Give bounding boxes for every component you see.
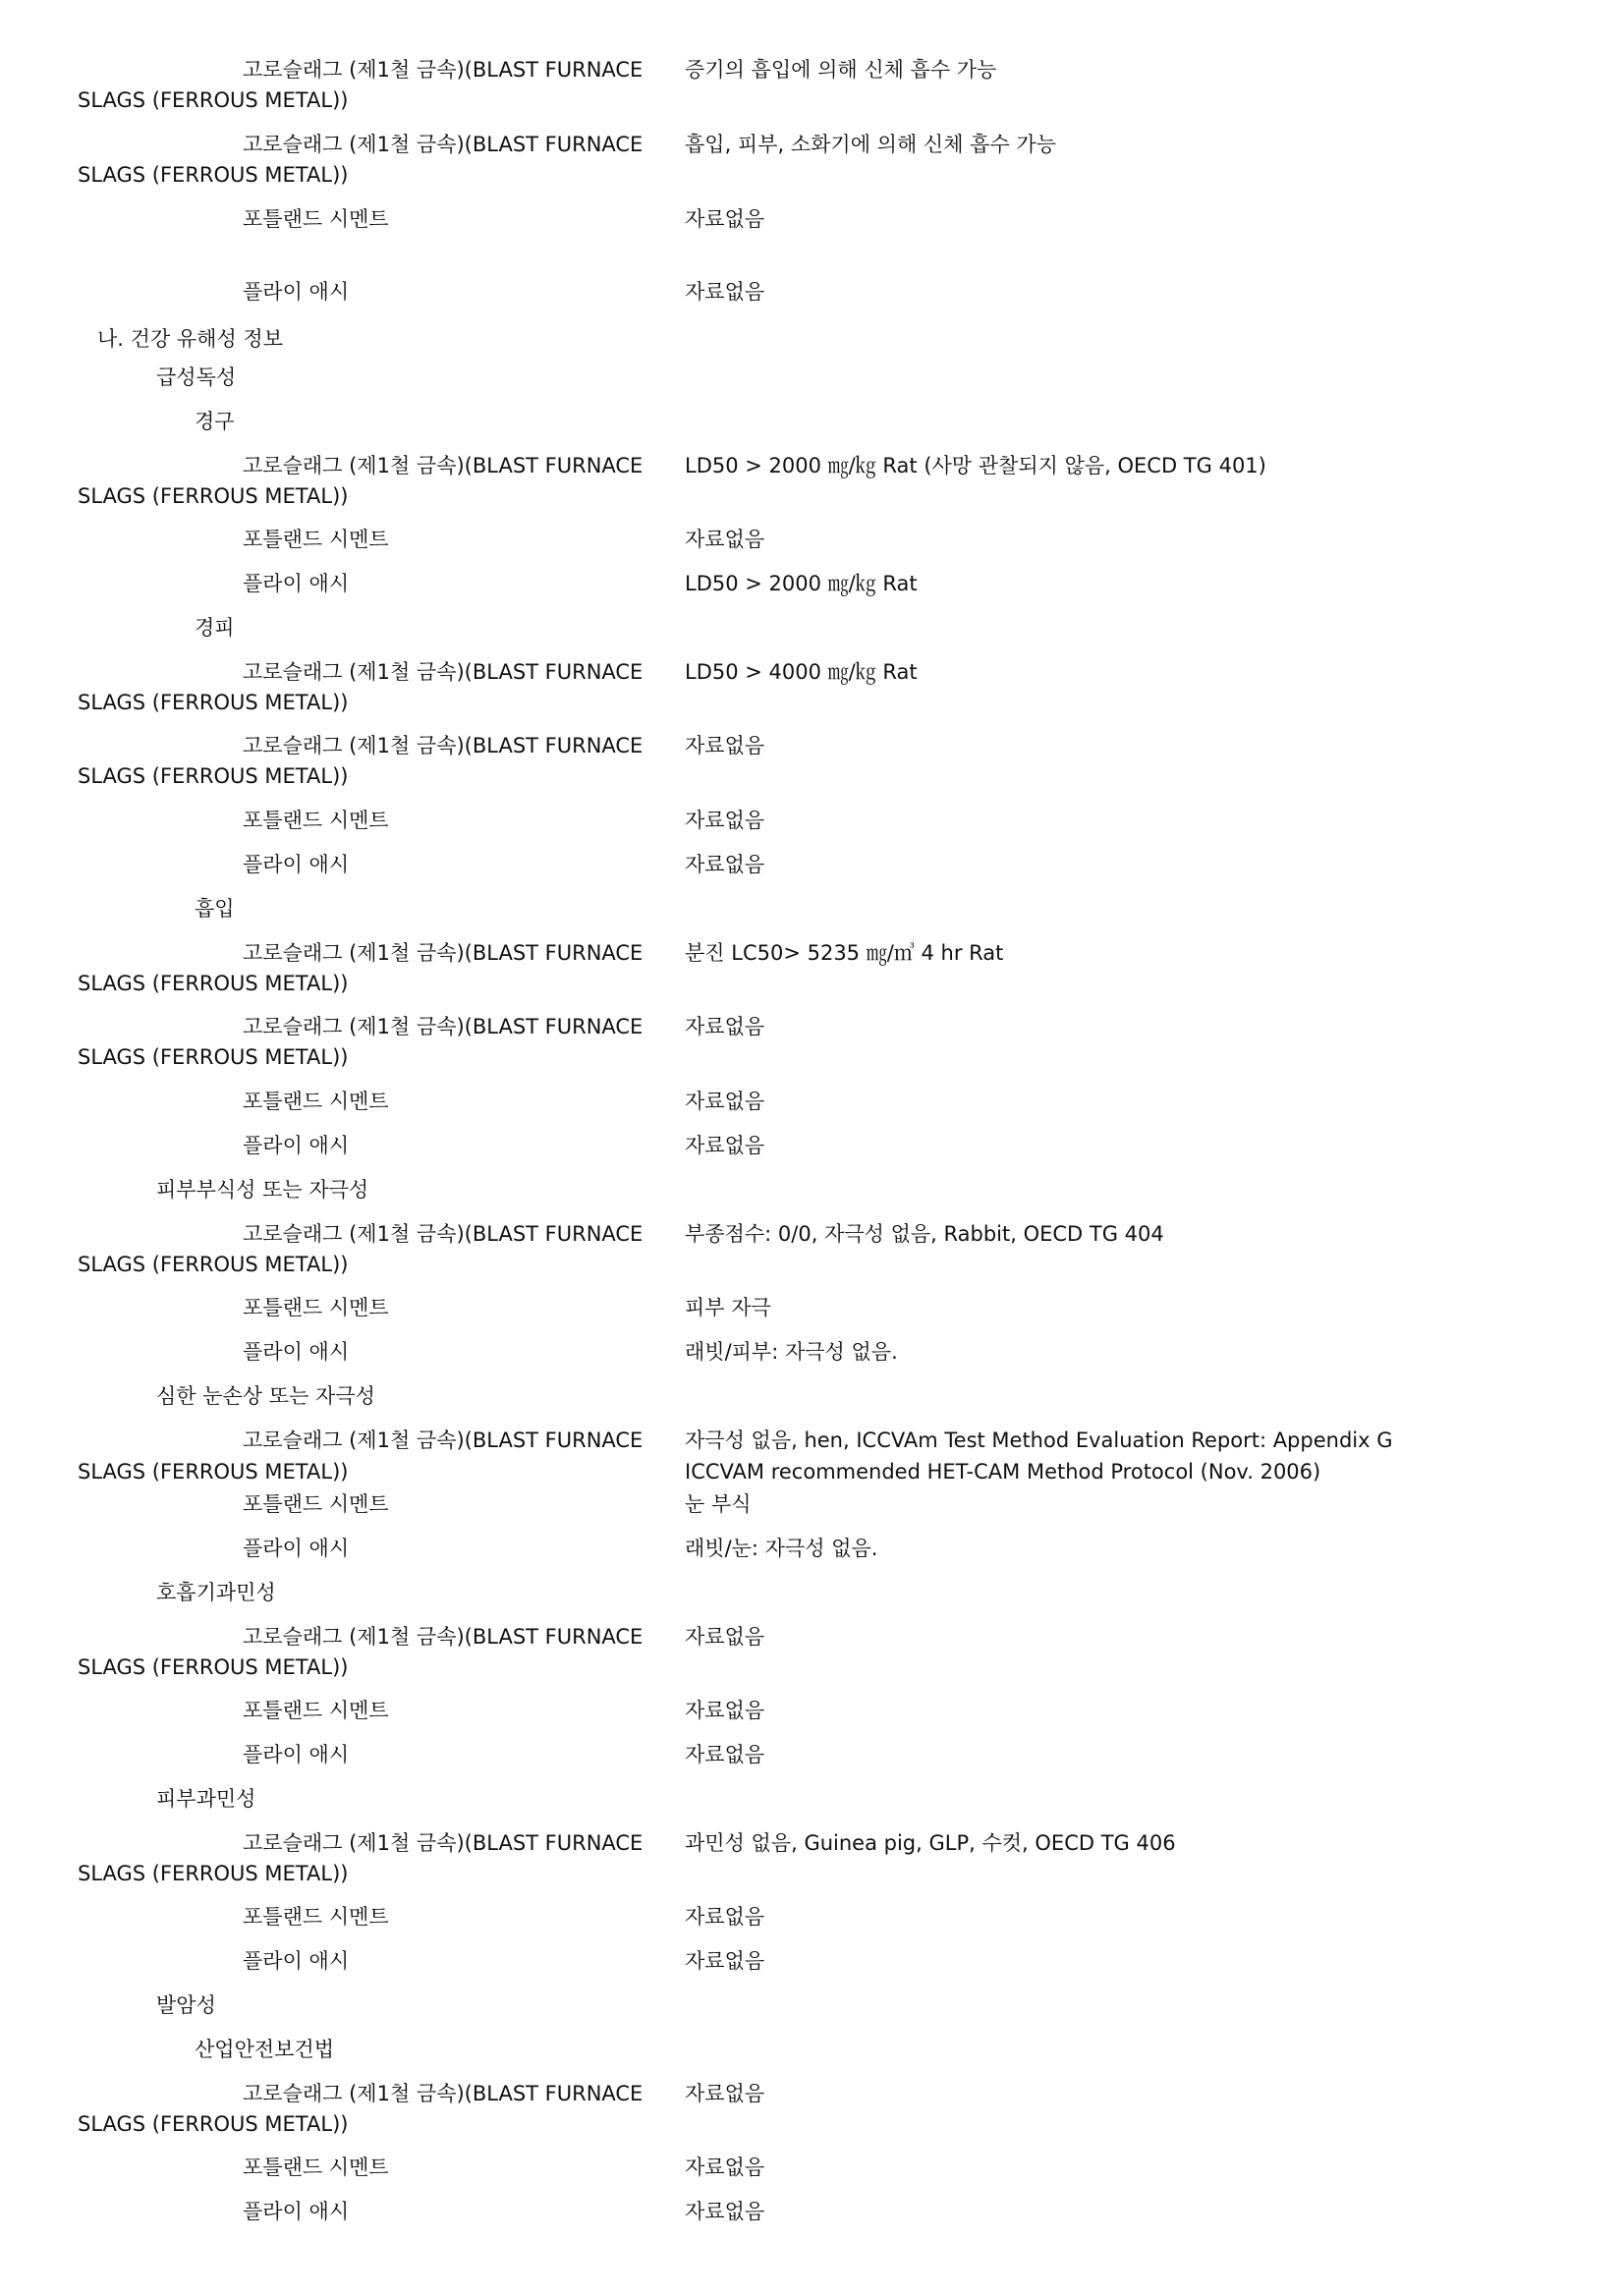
carc-flyash-value: 자료없음 — [685, 2200, 765, 2223]
eye-slag-value: 자극성 없음, hen, ICCVAm Test Method Evaluation Report: Appendix G — [685, 1428, 1393, 1452]
cont-flyash-name: 플라이 애시 — [243, 280, 350, 304]
dermal-flyash-name: 플라이 애시 — [243, 853, 350, 876]
inhal-slag2-value: 자료없음 — [685, 1015, 765, 1038]
inhal-slag1-name: 고로슬래그 (제1철 금속)(BLAST FURNACE — [243, 941, 644, 965]
inhal-slag1-name-2: SLAGS (FERROUS METAL)) — [78, 972, 349, 995]
resp-slag-name-2: SLAGS (FERROUS METAL)) — [78, 1655, 349, 1679]
skin-slag-name-2: SLAGS (FERROUS METAL)) — [78, 1253, 349, 1276]
inhal-slag2-name-2: SLAGS (FERROUS METAL)) — [78, 1045, 349, 1069]
heading-skin-sens: 피부과민성 — [156, 1787, 256, 1811]
skin-slag-name: 고로슬래그 (제1철 금속)(BLAST FURNACE — [243, 1222, 644, 1246]
cont-slag1-name: 고로슬래그 (제1철 금속)(BLAST FURNACE — [243, 58, 644, 82]
sens-slag-name: 고로슬래그 (제1철 금속)(BLAST FURNACE — [243, 1831, 644, 1855]
carc-cement-name: 포틀랜드 시멘트 — [243, 2156, 389, 2179]
dermal-slag2-value: 자료없음 — [685, 734, 765, 757]
oral-slag-value: LD50 > 2000 ㎎/㎏ Rat (사망 관찰되지 않음, OECD TG 401) — [685, 454, 1266, 477]
heading-inhalation: 흡입 — [195, 897, 235, 921]
inhal-slag1-value: 분진 LC50> 5235 ㎎/㎥ 4 hr Rat — [685, 941, 1004, 965]
carc-slag-name-2: SLAGS (FERROUS METAL)) — [78, 2112, 349, 2136]
oral-slag-name-2: SLAGS (FERROUS METAL)) — [78, 484, 349, 508]
heading-eye-damage: 심한 눈손상 또는 자극성 — [156, 1384, 375, 1408]
dermal-slag2-name: 고로슬래그 (제1철 금속)(BLAST FURNACE — [243, 734, 644, 757]
heading-oral: 경구 — [195, 410, 235, 433]
resp-slag-value: 자료없음 — [685, 1625, 765, 1649]
carc-slag-value: 자료없음 — [685, 2082, 765, 2105]
heading-dermal: 경피 — [195, 616, 235, 640]
dermal-cement-value: 자료없음 — [685, 809, 765, 832]
skin-cement-value: 피부 자극 — [685, 1296, 771, 1319]
dermal-slag1-value: LD50 > 4000 ㎎/㎏ Rat — [685, 660, 918, 684]
cont-slag1-name-2: SLAGS (FERROUS METAL)) — [78, 88, 349, 112]
skin-cement-name: 포틀랜드 시멘트 — [243, 1296, 389, 1319]
carc-slag-name: 고로슬래그 (제1철 금속)(BLAST FURNACE — [243, 2082, 644, 2105]
sens-flyash-value: 자료없음 — [685, 1949, 765, 1973]
heading-acute-toxicity: 급성독성 — [156, 365, 237, 389]
eye-flyash-name: 플라이 애시 — [243, 1537, 350, 1560]
dermal-slag1-name-2: SLAGS (FERROUS METAL)) — [78, 691, 349, 714]
eye-flyash-value: 래빗/눈: 자극성 없음. — [685, 1537, 878, 1560]
carc-cement-value: 자료없음 — [685, 2156, 765, 2179]
heading-osha-korea: 산업안전보건법 — [195, 2038, 335, 2061]
resp-flyash-value: 자료없음 — [685, 1743, 765, 1766]
sens-cement-name: 포틀랜드 시멘트 — [243, 1905, 389, 1929]
dermal-flyash-value: 자료없음 — [685, 853, 765, 876]
oral-cement-name: 포틀랜드 시멘트 — [243, 528, 389, 551]
sens-slag-name-2: SLAGS (FERROUS METAL)) — [78, 1862, 349, 1885]
heading-skin-corrosion: 피부부식성 또는 자극성 — [156, 1178, 369, 1202]
eye-cement-name: 포틀랜드 시멘트 — [243, 1492, 389, 1516]
cont-slag2-value: 흡입, 피부, 소화기에 의해 신체 흡수 가능 — [685, 133, 1056, 156]
dermal-slag2-name-2: SLAGS (FERROUS METAL)) — [78, 764, 349, 788]
resp-slag-name: 고로슬래그 (제1철 금속)(BLAST FURNACE — [243, 1625, 644, 1649]
cont-flyash-value: 자료없음 — [685, 280, 765, 304]
oral-flyash-value: LD50 > 2000 ㎎/㎏ Rat — [685, 572, 918, 595]
oral-slag-name: 고로슬래그 (제1철 금속)(BLAST FURNACE — [243, 454, 644, 477]
dermal-cement-name: 포틀랜드 시멘트 — [243, 809, 389, 832]
eye-slag-value-2: ICCVAM recommended HET-CAM Method Protocol (Nov. 2006) — [685, 1460, 1321, 1484]
sens-flyash-name: 플라이 애시 — [243, 1949, 350, 1973]
heading-carcinogenicity: 발암성 — [156, 1993, 216, 2017]
section-health-hazard: 나. 건강 유해성 정보 — [97, 327, 283, 351]
eye-cement-value: 눈 부식 — [685, 1492, 752, 1516]
resp-cement-value: 자료없음 — [685, 1699, 765, 1722]
oral-cement-value: 자료없음 — [685, 528, 765, 551]
sens-cement-value: 자료없음 — [685, 1905, 765, 1929]
cont-cement-name: 포틀랜드 시멘트 — [243, 207, 389, 231]
skin-flyash-name: 플라이 애시 — [243, 1340, 350, 1364]
eye-slag-name-2: SLAGS (FERROUS METAL)) — [78, 1460, 349, 1484]
cont-cement-value: 자료없음 — [685, 207, 765, 231]
dermal-slag1-name: 고로슬래그 (제1철 금속)(BLAST FURNACE — [243, 660, 644, 684]
carc-flyash-name: 플라이 애시 — [243, 2200, 350, 2223]
inhal-cement-value: 자료없음 — [685, 1090, 765, 1113]
eye-slag-name: 고로슬래그 (제1철 금속)(BLAST FURNACE — [243, 1428, 644, 1452]
inhal-flyash-name: 플라이 애시 — [243, 1134, 350, 1157]
inhal-slag2-name: 고로슬래그 (제1철 금속)(BLAST FURNACE — [243, 1015, 644, 1038]
cont-slag1-value: 증기의 흡입에 의해 신체 흡수 가능 — [685, 58, 997, 82]
resp-flyash-name: 플라이 애시 — [243, 1743, 350, 1766]
skin-slag-value: 부종점수: 0/0, 자극성 없음, Rabbit, OECD TG 404 — [685, 1222, 1164, 1246]
resp-cement-name: 포틀랜드 시멘트 — [243, 1699, 389, 1722]
cont-slag2-name-2: SLAGS (FERROUS METAL)) — [78, 163, 349, 187]
skin-flyash-value: 래빗/피부: 자극성 없음. — [685, 1340, 898, 1364]
inhal-flyash-value: 자료없음 — [685, 1134, 765, 1157]
sens-slag-value: 과민성 없음, Guinea pig, GLP, 수컷, OECD TG 406 — [685, 1831, 1176, 1855]
oral-flyash-name: 플라이 애시 — [243, 572, 350, 595]
cont-slag2-name: 고로슬래그 (제1철 금속)(BLAST FURNACE — [243, 133, 644, 156]
inhal-cement-name: 포틀랜드 시멘트 — [243, 1090, 389, 1113]
heading-respiratory-sens: 호흡기과민성 — [156, 1581, 276, 1604]
